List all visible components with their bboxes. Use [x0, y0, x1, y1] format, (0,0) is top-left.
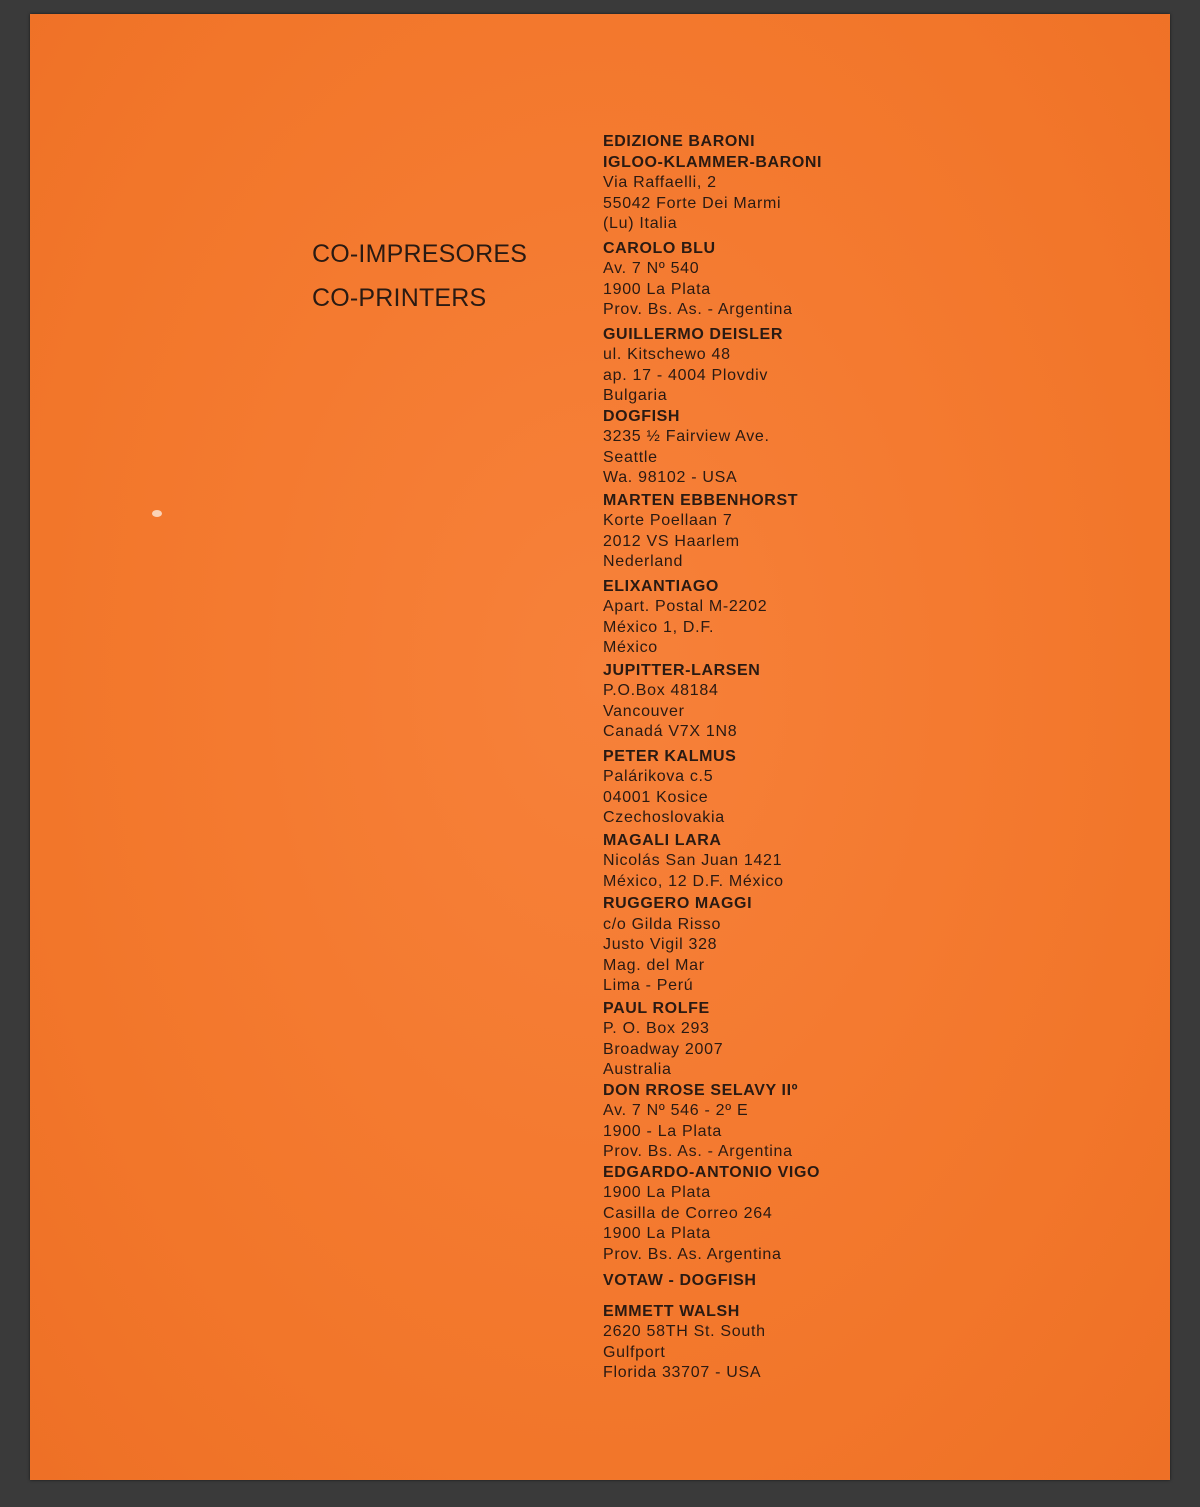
co-printer-entry: [603, 1271, 883, 1292]
co-printer-name: EDIZIONE BARONI: [603, 133, 756, 150]
address-line: México, 12 D.F. México: [603, 872, 784, 890]
co-printer-entry: [603, 491, 883, 573]
address-line: México 1, D.F.: [603, 618, 715, 636]
address-line: Justo Vigil 328: [603, 936, 718, 953]
paper-blemish: [152, 510, 162, 517]
co-printer-name: CAROLO BLU: [603, 239, 716, 257]
address-line: P. O. Box 293: [603, 1020, 710, 1037]
co-printer-entry: [603, 132, 883, 235]
address-line: Canadá V7X 1N8: [603, 723, 738, 740]
address-line: Prov. Bs. As. Argentina: [603, 1245, 782, 1263]
heading-line-english: CO-PRINTERS: [312, 284, 487, 312]
address-line: ul. Kitschewo 48: [603, 346, 731, 363]
address-line: 1900 La Plata: [603, 1225, 711, 1242]
co-printer-entry: [603, 239, 883, 321]
heading-line-spanish: CO-IMPRESORES: [312, 240, 528, 268]
address-line: Lima - Perú: [603, 977, 694, 994]
address-line: Florida 33707 - USA: [603, 1364, 762, 1381]
co-printer-name: PETER KALMUS: [603, 747, 737, 765]
co-printers-list: [603, 132, 883, 1384]
co-printer-entry: [603, 661, 883, 743]
address-line: IGLOO-KLAMMER-BARONI: [603, 153, 823, 171]
address-line: Via Raffaelli, 2: [603, 174, 717, 191]
address-line: Broadway 2007: [603, 1040, 724, 1058]
address-line: Apart. Postal M-2202: [603, 598, 768, 615]
address-line: 1900 La Plata: [603, 1184, 711, 1201]
address-line: Palárikova c.5: [603, 768, 714, 785]
address-line: P.O.Box 48184: [603, 682, 719, 699]
address-line: 2620 58TH St. South: [603, 1323, 766, 1340]
address-line: 1900 La Plata: [603, 280, 711, 298]
address-line: Bulgaria: [603, 387, 668, 404]
co-printer-entry: [603, 407, 883, 489]
address-line: 2012 VS Haarlem: [603, 532, 740, 550]
address-line: ap. 17 - 4004 Plovdiv: [603, 366, 769, 384]
address-line: 55042 Forte Dei Marmi: [603, 194, 782, 212]
co-printer-name: RUGGERO MAGGI: [603, 895, 753, 912]
co-printer-name: JUPITTER-LARSEN: [603, 661, 761, 679]
address-line: Av. 7 Nº 546 - 2º E: [603, 1102, 749, 1119]
address-line: Prov. Bs. As. - Argentina: [603, 1143, 793, 1160]
address-line: México: [603, 639, 658, 656]
co-printer-name: MAGALI LARA: [603, 831, 722, 849]
co-printer-entry: [603, 999, 883, 1081]
co-printer-entry: [603, 1081, 883, 1163]
heading-block: [312, 232, 527, 320]
address-line: 1900 - La Plata: [603, 1122, 723, 1140]
co-printer-entry: [603, 1302, 883, 1384]
co-printer-name: ELIXANTIAGO: [603, 577, 719, 595]
co-printer-entry: [603, 577, 883, 659]
co-printer-entry: [603, 325, 883, 407]
co-printer-name: PAUL ROLFE: [603, 999, 710, 1017]
co-printer-entry: [603, 831, 883, 893]
co-printer-name: VOTAW - DOGFISH: [603, 1272, 757, 1289]
address-line: 3235 ½ Fairview Ave.: [603, 428, 770, 445]
co-printer-name: EMMETT WALSH: [603, 1302, 740, 1320]
address-line: Australia: [603, 1061, 672, 1078]
address-line: Gulfport: [603, 1343, 666, 1361]
address-line: Wa. 98102 - USA: [603, 469, 738, 486]
address-line: Prov. Bs. As. - Argentina: [603, 301, 793, 318]
address-line: Mag. del Mar: [603, 956, 705, 974]
address-line: c/o Gilda Risso: [603, 915, 722, 933]
address-line: Seattle: [603, 448, 658, 466]
address-line: Korte Poellaan 7: [603, 512, 733, 529]
address-line: (Lu) Italia: [603, 215, 678, 232]
co-printer-name: DOGFISH: [603, 407, 681, 425]
address-line: 04001 Kosice: [603, 788, 709, 806]
address-line: Vancouver: [603, 702, 685, 720]
address-line: Nicolás San Juan 1421: [603, 852, 783, 869]
address-line: Av. 7 Nº 540: [603, 260, 700, 277]
co-printer-entry: [603, 1163, 883, 1266]
co-printer-entry: [603, 894, 883, 997]
address-line: Casilla de Correo 264: [603, 1204, 773, 1222]
co-printer-name: EDGARDO-ANTONIO VIGO: [603, 1163, 821, 1181]
co-printer-name: MARTEN EBBENHORST: [603, 491, 799, 509]
co-printer-entry: [603, 747, 883, 829]
address-line: Nederland: [603, 553, 684, 570]
co-printer-name: DON RROSE SELAVY IIº: [603, 1081, 799, 1099]
co-printer-name: GUILLERMO DEISLER: [603, 325, 783, 343]
address-line: Czechoslovakia: [603, 809, 725, 826]
orange-sheet: [30, 14, 1170, 1480]
